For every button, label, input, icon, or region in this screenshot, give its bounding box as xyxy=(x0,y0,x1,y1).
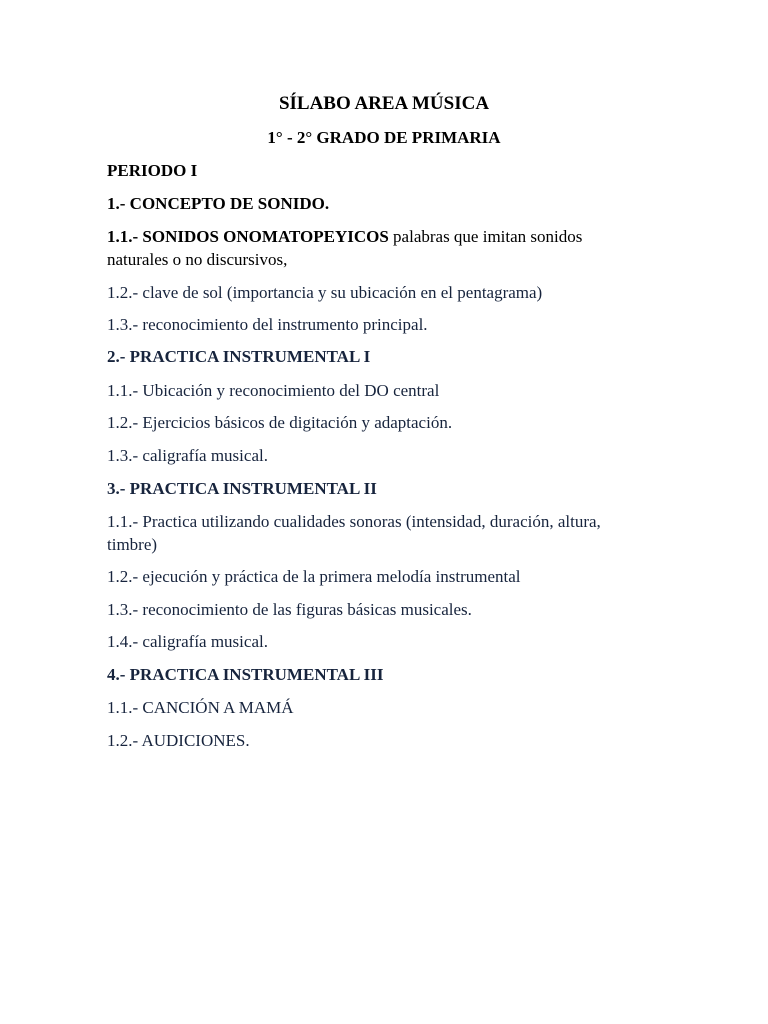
section-3-item-1: 1.1.- Practica utilizando cualidades sonoras (intensidad, duración, altura, xyxy=(107,512,601,531)
section-4-item-2: 1.2.- AUDICIONES. xyxy=(107,731,250,750)
section-1-item-1 xyxy=(107,226,582,248)
section-2-item-2: 1.2.- Ejercicios básicos de digitación y adaptación. xyxy=(107,413,453,432)
section-3-item-4: 1.4.- caligrafía musical. xyxy=(107,632,268,651)
document-title: SÍLABO AREA MÚSICA xyxy=(278,93,490,114)
section-3-item-1-continuation: timbre) xyxy=(107,535,158,554)
section-2-item-1: 1.1.- Ubicación y reconocimiento del DO central xyxy=(107,381,440,400)
section-3-item-3: 1.3.- reconocimiento de las figuras básicas musicales. xyxy=(107,600,472,619)
section-4-item-1: 1.1.- CANCIÓN A MAMÁ xyxy=(107,698,294,717)
section-2-item-3: 1.3.- caligrafía musical. xyxy=(107,446,268,465)
section-1-heading: 1.- CONCEPTO DE SONIDO. xyxy=(107,194,330,213)
section-1-item-1-continuation: naturales o no discursivos, xyxy=(107,250,288,269)
section-1-item-1-bold: 1.1.- SONIDOS ONOMATOPEYICOS xyxy=(107,227,389,246)
section-1-item-2: 1.2.- clave de sol (importancia y su ubicación en el pentagrama) xyxy=(107,283,543,302)
section-3-item-2: 1.2.- ejecución y práctica de la primera melodía instrumental xyxy=(107,567,521,586)
section-1-item-3: 1.3.- reconocimiento del instrumento principal. xyxy=(107,315,428,334)
section-3-heading: 3.- PRACTICA INSTRUMENTAL II xyxy=(107,479,377,498)
period-label: PERIODO I xyxy=(107,161,198,180)
section-4-heading: 4.- PRACTICA INSTRUMENTAL III xyxy=(107,665,384,684)
section-2-heading: 2.- PRACTICA INSTRUMENTAL I xyxy=(107,347,371,366)
document-subtitle: 1° - 2° GRADO DE PRIMARIA xyxy=(267,128,501,147)
section-1-item-1-rest: palabras que imitan sonidos xyxy=(388,227,583,246)
